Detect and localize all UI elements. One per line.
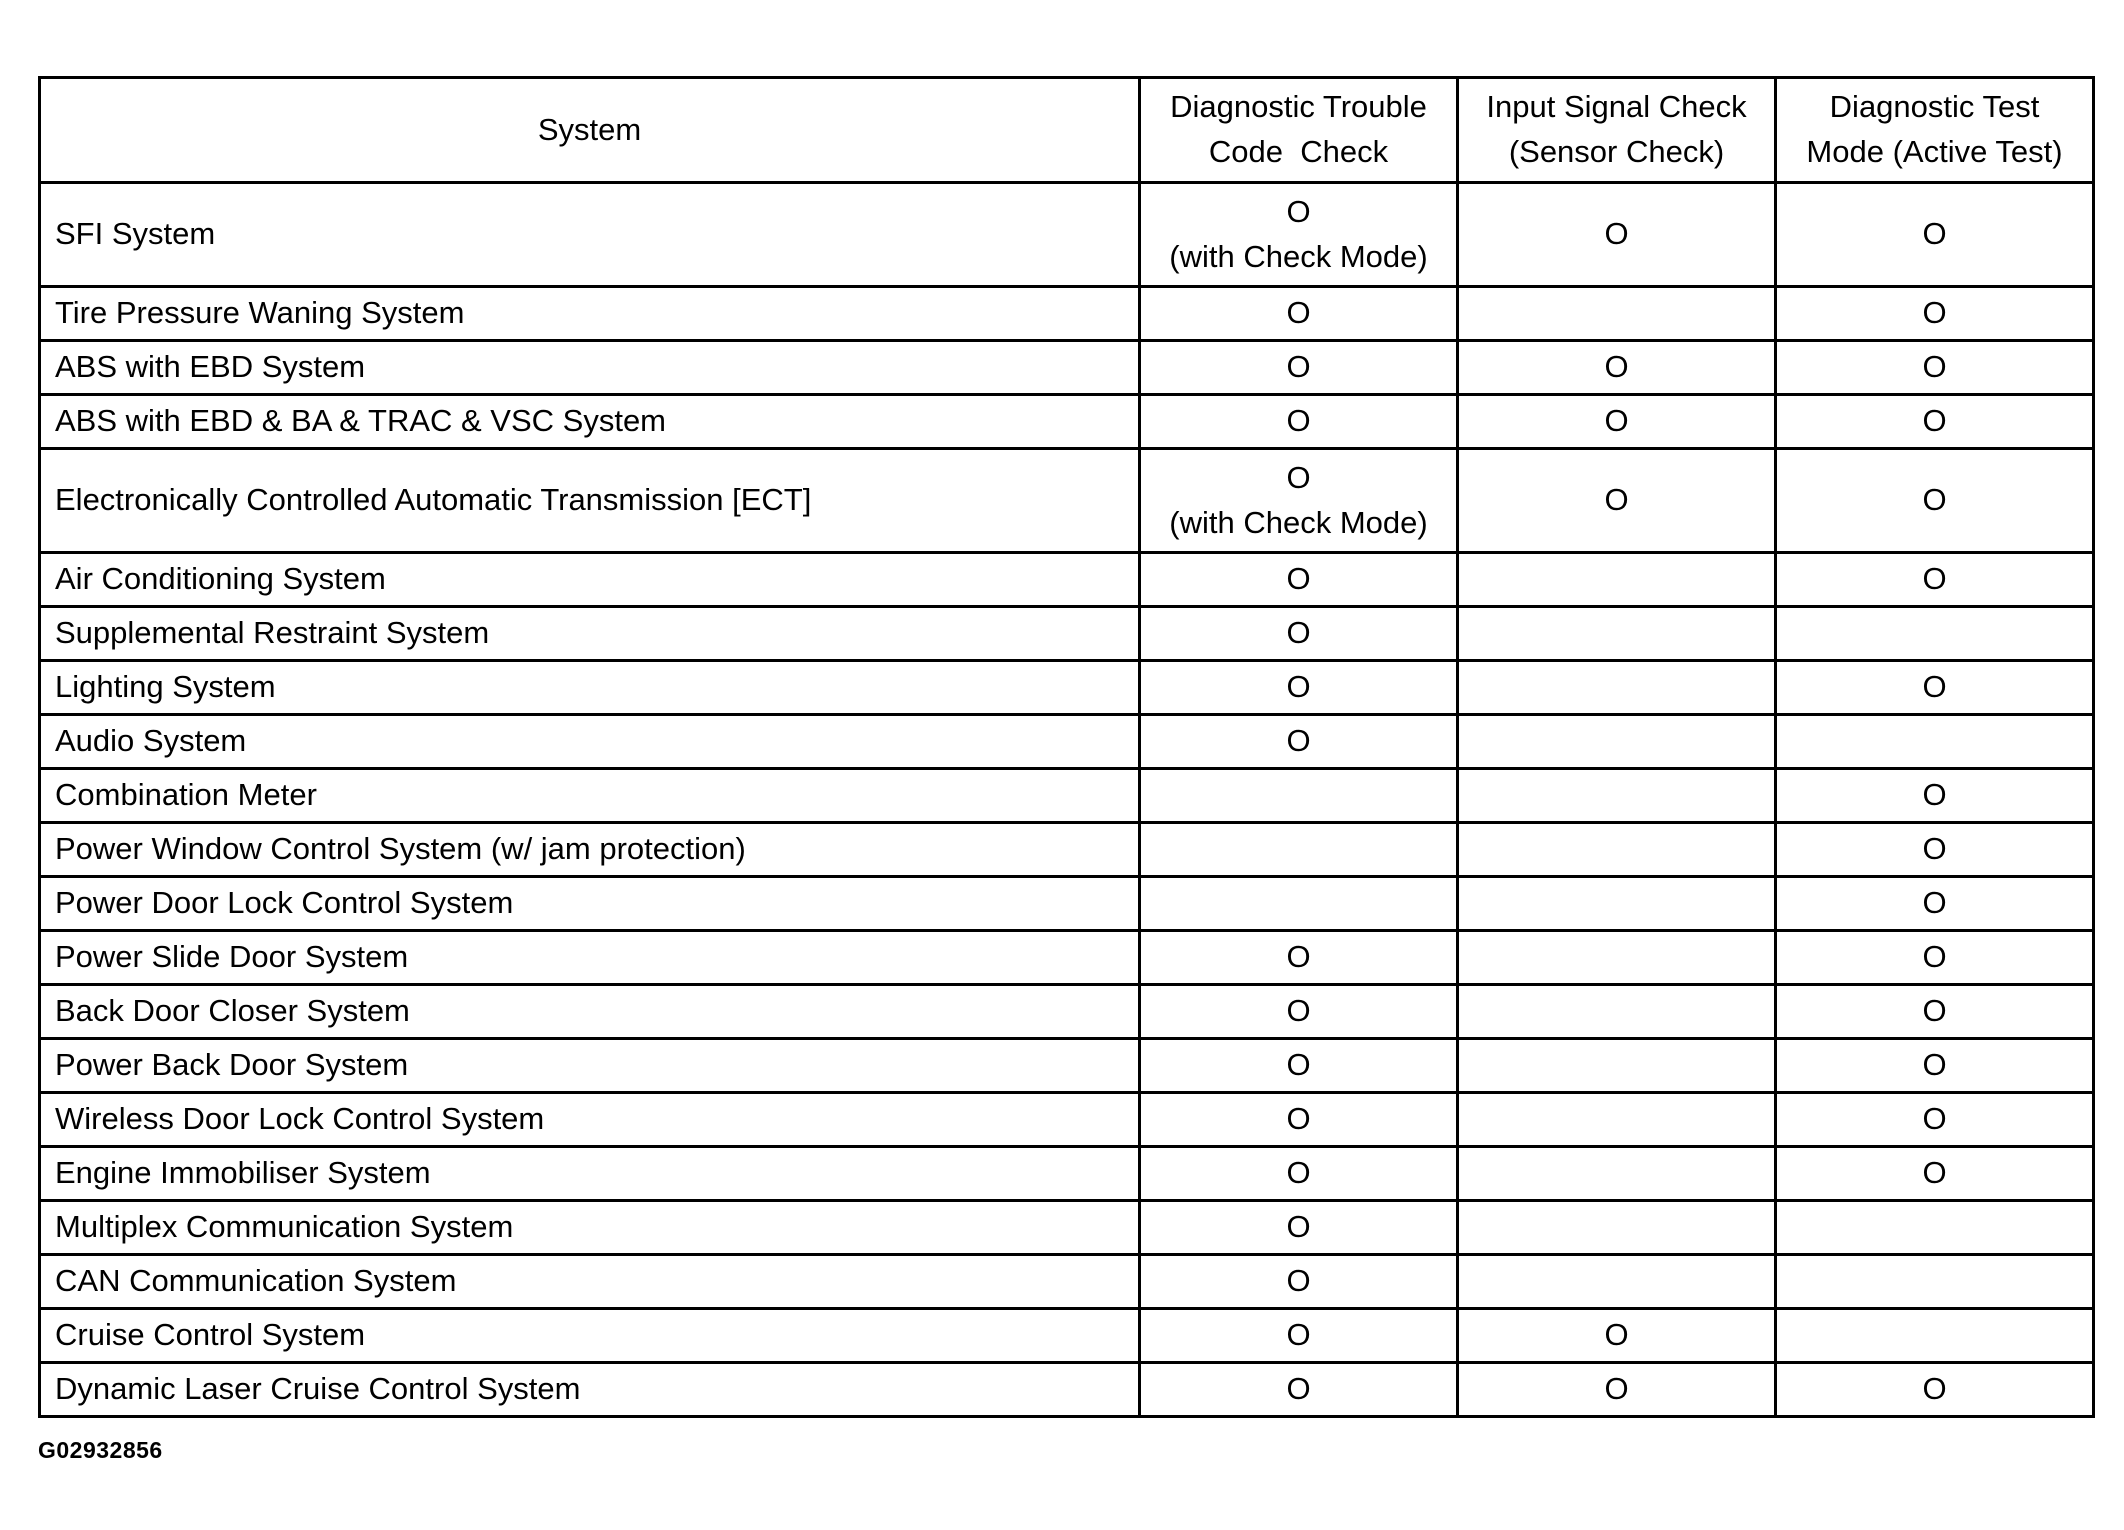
table-row [40, 553, 2094, 607]
table-row [40, 931, 2094, 985]
input-signal-check-cell [1458, 553, 1776, 607]
active-test-cell [1776, 715, 2094, 769]
active-test-cell [1776, 1309, 2094, 1363]
dtc-check-cell [1140, 553, 1458, 607]
dtc-check-cell [1140, 985, 1458, 1039]
system-name-cell: SFI System [40, 183, 1140, 287]
active-test-cell: O [1776, 1363, 2094, 1417]
active-test-cell: O [1776, 1147, 2094, 1201]
dtc-mark: O [1286, 295, 1311, 331]
dtc-check-cell [1140, 769, 1458, 823]
dtc-mark: O [1286, 403, 1311, 439]
active-test-cell: O [1776, 341, 2094, 395]
dtc-mark: O [1286, 939, 1311, 975]
table-row [40, 1255, 2094, 1309]
input-signal-check-cell [1458, 715, 1776, 769]
header-test-line-2: Mode (Active Test) [1806, 134, 2063, 169]
input-signal-check-cell [1458, 823, 1776, 877]
header-row [40, 78, 2094, 183]
dtc-mark: O [1286, 1155, 1311, 1191]
dtc-mark: O [1286, 1371, 1311, 1407]
input-signal-check-cell [1458, 985, 1776, 1039]
dtc-mark: O [1286, 993, 1311, 1029]
dtc-check-cell [1140, 1255, 1458, 1309]
dtc-check-cell [1140, 1039, 1458, 1093]
dtc-check-mode-note: (with Check Mode) [1169, 504, 1428, 540]
input-signal-check-cell [1458, 661, 1776, 715]
dtc-check-cell [1140, 823, 1458, 877]
dtc-check-cell [1140, 183, 1458, 287]
input-signal-check-cell [1458, 1147, 1776, 1201]
active-test-cell: O [1776, 823, 2094, 877]
system-name-cell: Engine Immobiliser System [40, 1147, 1140, 1201]
system-name-cell: ABS with EBD & BA & TRAC & VSC System [40, 395, 1140, 449]
table-row [40, 1363, 2094, 1417]
table-row [40, 769, 2094, 823]
system-name-cell: Audio System [40, 715, 1140, 769]
diagnostic-functions-table [38, 76, 2095, 1418]
active-test-cell [1776, 607, 2094, 661]
dtc-mark: O [1286, 193, 1311, 229]
input-signal-check-cell: O [1458, 395, 1776, 449]
header-system: System [40, 78, 1140, 183]
dtc-mark: O [1286, 1209, 1311, 1245]
table-row [40, 1309, 2094, 1363]
system-name-cell: Power Door Lock Control System [40, 877, 1140, 931]
active-test-cell: O [1776, 553, 2094, 607]
input-signal-check-cell [1458, 769, 1776, 823]
input-signal-check-cell [1458, 1255, 1776, 1309]
input-signal-check-cell [1458, 1201, 1776, 1255]
input-signal-check-cell [1458, 931, 1776, 985]
table-row [40, 1147, 2094, 1201]
system-name-cell: Power Window Control System (w/ jam protection) [40, 823, 1140, 877]
active-test-cell: O [1776, 449, 2094, 553]
system-name-cell: CAN Communication System [40, 1255, 1140, 1309]
header-dtc-line-2: Code Check [1208, 134, 1389, 169]
table-row [40, 1039, 2094, 1093]
system-name-cell: Multiplex Communication System [40, 1201, 1140, 1255]
dtc-check-cell [1140, 607, 1458, 661]
dtc-mark: O [1286, 1047, 1311, 1083]
dtc-mark: O [1286, 561, 1311, 597]
active-test-cell: O [1776, 769, 2094, 823]
active-test-cell [1776, 1201, 2094, 1255]
table-row [40, 341, 2094, 395]
dtc-mark: O [1286, 669, 1311, 705]
header-input-line-1: Input Signal Check [1486, 89, 1747, 125]
header-dtc-line-1: Diagnostic Trouble [1170, 89, 1427, 125]
table-row [40, 985, 2094, 1039]
dtc-check-cell [1140, 1363, 1458, 1417]
input-signal-check-cell: O [1458, 341, 1776, 395]
system-name-cell: Cruise Control System [40, 1309, 1140, 1363]
table-row [40, 183, 2094, 287]
active-test-cell: O [1776, 931, 2094, 985]
active-test-cell: O [1776, 985, 2094, 1039]
dtc-check-cell [1140, 341, 1458, 395]
dtc-check-cell [1140, 287, 1458, 341]
dtc-check-cell [1140, 1093, 1458, 1147]
active-test-cell: O [1776, 183, 2094, 287]
system-name-cell: Wireless Door Lock Control System [40, 1093, 1140, 1147]
dtc-check-cell [1140, 1147, 1458, 1201]
dtc-check-cell [1140, 877, 1458, 931]
dtc-mark: O [1286, 1317, 1311, 1353]
header-dtc-check [1140, 78, 1458, 183]
diagnostic-table-container [38, 76, 2092, 1418]
system-name-cell: ABS with EBD System [40, 341, 1140, 395]
system-name-cell: Power Slide Door System [40, 931, 1140, 985]
active-test-cell: O [1776, 287, 2094, 341]
input-signal-check-cell: O [1458, 1363, 1776, 1417]
dtc-mark: O [1286, 723, 1311, 759]
active-test-cell: O [1776, 877, 2094, 931]
header-input-line-2: (Sensor Check) [1508, 134, 1725, 169]
table-row [40, 1201, 2094, 1255]
dtc-mark: O [1286, 1101, 1311, 1137]
system-name-cell: Tire Pressure Waning System [40, 287, 1140, 341]
header-test-line-1: Diagnostic Test [1829, 89, 2040, 125]
system-name-cell: Electronically Controlled Automatic Transmission [ECT] [40, 449, 1140, 553]
active-test-cell: O [1776, 661, 2094, 715]
active-test-cell [1776, 1255, 2094, 1309]
figure-id: G02932856 [38, 1437, 163, 1463]
system-name-cell: Lighting System [40, 661, 1140, 715]
system-name-cell: Supplemental Restraint System [40, 607, 1140, 661]
table-row [40, 287, 2094, 341]
table-row [40, 449, 2094, 553]
table-row [40, 877, 2094, 931]
system-name-cell: Back Door Closer System [40, 985, 1140, 1039]
dtc-mark: O [1286, 349, 1311, 385]
table-row [40, 395, 2094, 449]
dtc-check-cell [1140, 661, 1458, 715]
system-name-cell: Power Back Door System [40, 1039, 1140, 1093]
input-signal-check-cell [1458, 877, 1776, 931]
active-test-cell: O [1776, 395, 2094, 449]
dtc-check-cell [1140, 931, 1458, 985]
active-test-cell: O [1776, 1093, 2094, 1147]
input-signal-check-cell: O [1458, 449, 1776, 553]
input-signal-check-cell [1458, 1039, 1776, 1093]
input-signal-check-cell: O [1458, 1309, 1776, 1363]
header-active-test [1776, 78, 2094, 183]
input-signal-check-cell [1458, 1093, 1776, 1147]
dtc-check-cell [1140, 715, 1458, 769]
system-name-cell: Air Conditioning System [40, 553, 1140, 607]
input-signal-check-cell: O [1458, 183, 1776, 287]
active-test-cell: O [1776, 1039, 2094, 1093]
dtc-check-cell [1140, 1309, 1458, 1363]
dtc-mark: O [1286, 615, 1311, 651]
dtc-mark: O [1286, 459, 1311, 495]
dtc-check-cell [1140, 1201, 1458, 1255]
dtc-check-mode-note: (with Check Mode) [1169, 238, 1428, 274]
system-name-cell: Combination Meter [40, 769, 1140, 823]
table-row [40, 1093, 2094, 1147]
system-name-cell: Dynamic Laser Cruise Control System [40, 1363, 1140, 1417]
dtc-check-cell [1140, 395, 1458, 449]
table-row [40, 823, 2094, 877]
table-body [40, 183, 2094, 1417]
input-signal-check-cell [1458, 607, 1776, 661]
table-row [40, 607, 2094, 661]
table-row [40, 715, 2094, 769]
table-row [40, 661, 2094, 715]
dtc-mark: O [1286, 1263, 1311, 1299]
header-input-signal-check [1458, 78, 1776, 183]
input-signal-check-cell [1458, 287, 1776, 341]
dtc-check-cell [1140, 449, 1458, 553]
